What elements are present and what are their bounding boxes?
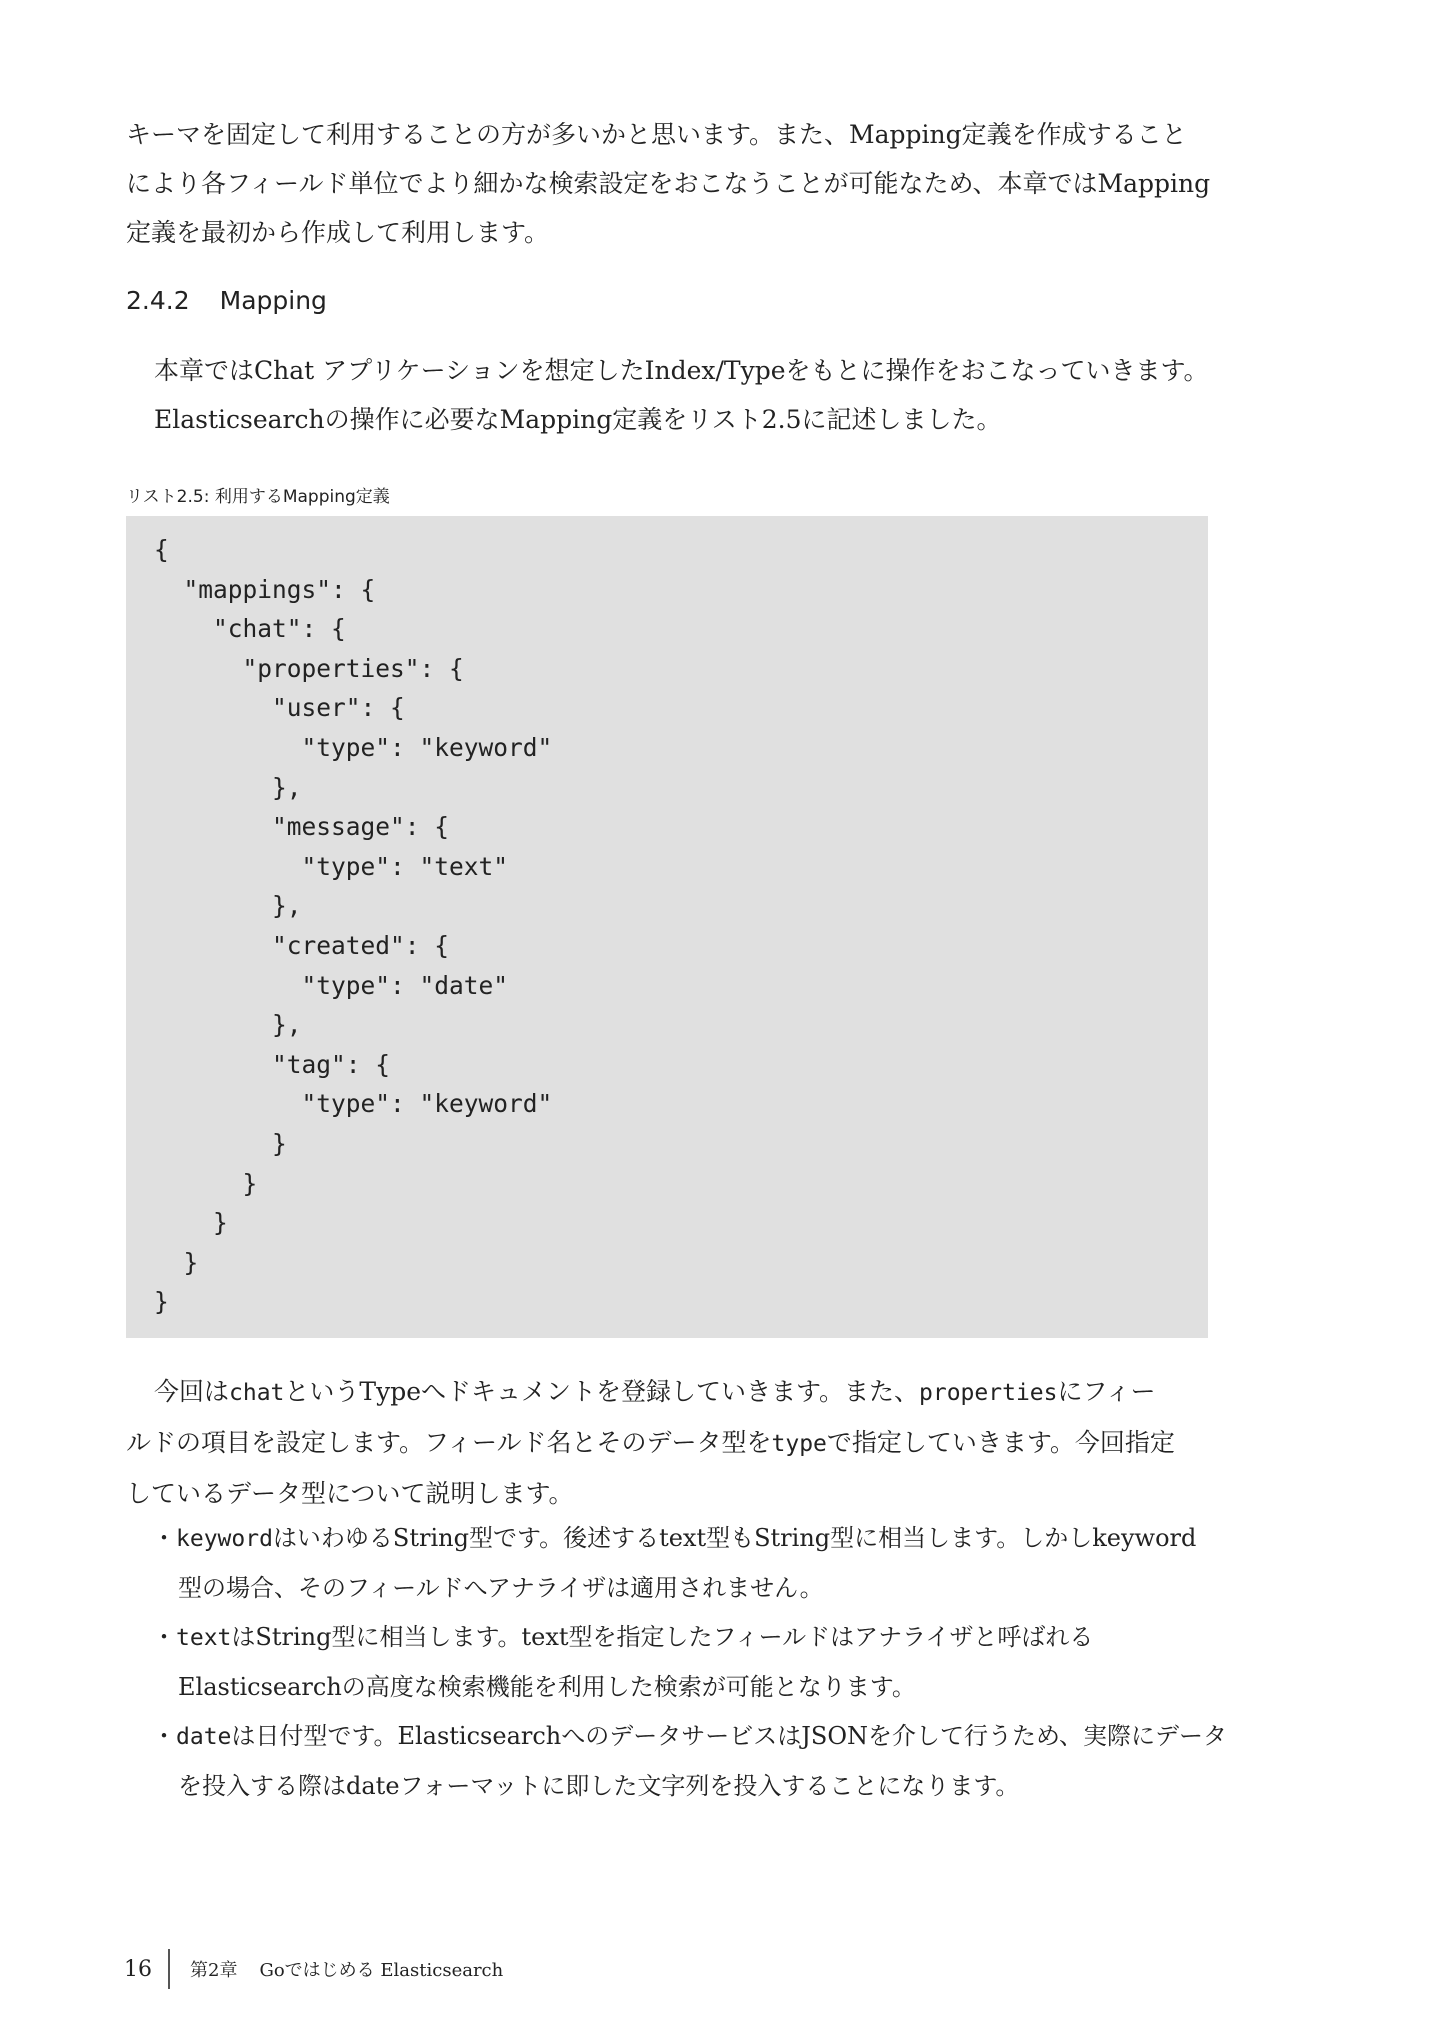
inline-code-date: date (176, 1724, 232, 1750)
section-number: 2.4.2 (126, 286, 190, 315)
section-paragraph (126, 346, 1236, 444)
list-item-line-1 (152, 1712, 1228, 1762)
list-item-line-2: 型の場合、そのフィールドへアナライザは適用されません。 (178, 1574, 824, 1602)
section-title: Mapping (219, 286, 327, 315)
section-line-1: 本章ではChat アプリケーションを想定したIndex/Typeをもとに操作をおこなっていきます。 (154, 356, 1209, 385)
intro-line-3: 定義を最初から作成して利用します。 (126, 218, 550, 247)
explanation-line-2 (126, 1418, 1208, 1469)
section-line-2: Elasticsearchの操作に必要なMapping定義をリスト2.5に記述しました。 (154, 405, 1002, 434)
bullet-marker: ・ (152, 1524, 176, 1552)
chapter-title: Goではじめる Elasticsearch (259, 1960, 504, 1981)
list-item (152, 1712, 1228, 1811)
inline-code-keyword: keyword (176, 1526, 273, 1552)
explanation-line-1 (126, 1367, 1208, 1418)
list-item-line-1 (152, 1514, 1212, 1564)
list-item (152, 1613, 1212, 1712)
datatype-list (152, 1514, 1228, 1811)
explanation-line-3: しているデータ型について説明します。 (126, 1479, 574, 1508)
list-item-line-2: を投入する際はdateフォーマットに即した文字列を投入することになります。 (178, 1772, 1020, 1800)
list-item-line-2: Elasticsearchの高度な検索機能を利用した検索が可能となります。 (178, 1673, 916, 1701)
intro-line-1: キーマを固定して利用することの方が多いかと思います。また、Mapping定義を作成すること (126, 120, 1187, 149)
footer-divider (168, 1949, 170, 1989)
bullet-marker: ・ (152, 1623, 176, 1651)
intro-line-2: により各フィールド単位でより細かな検索設定をおこなうことが可能なため、本章ではMapping (126, 169, 1211, 198)
section-heading (126, 286, 327, 315)
inline-code-type: type (771, 1431, 827, 1457)
inline-code-chat: chat (229, 1380, 285, 1406)
code-listing (126, 516, 1208, 1338)
text-run: ルドの項目を設定します。フィールド名とそのデータ型を (126, 1428, 772, 1457)
intro-paragraph (126, 110, 1211, 257)
explanation-paragraph (126, 1367, 1208, 1518)
inline-code-properties: properties (919, 1380, 1058, 1406)
text-run: 今回は (154, 1377, 230, 1406)
listing-caption: リスト2.5: 利用するMapping定義 (126, 487, 390, 507)
inline-code-text: text (176, 1625, 232, 1651)
text-run: というTypeへドキュメントを登録していきます。また、 (284, 1377, 920, 1406)
text-run: はString型に相当します。text型を指定したフィールドはアナライザと呼ばれる (231, 1623, 1094, 1651)
code-text: { "mappings": { "chat": { "properties": { "user": { "type": "keyword" }, "message": { "type": "text" }, "created": { "type": "date" }, "tag": { "type": "keyword" } } } } } (154, 535, 553, 1317)
list-item (152, 1514, 1212, 1613)
page-number: 16 (124, 1956, 152, 1982)
bullet-marker: ・ (152, 1722, 176, 1750)
text-run: はいわゆるString型です。後述するtext型もString型に相当します。しかしkeyword (272, 1524, 1197, 1552)
chapter-label: 第2章 (190, 1960, 238, 1981)
text-run: にフィー (1057, 1377, 1156, 1406)
list-item-line-1 (152, 1613, 1212, 1663)
text-run: で指定していきます。今回指定 (826, 1428, 1175, 1457)
page-footer (124, 1949, 503, 1989)
text-run: は日付型です。ElasticsearchへのデータサービスはJSONを介して行うため、実際にデータ (231, 1722, 1228, 1750)
